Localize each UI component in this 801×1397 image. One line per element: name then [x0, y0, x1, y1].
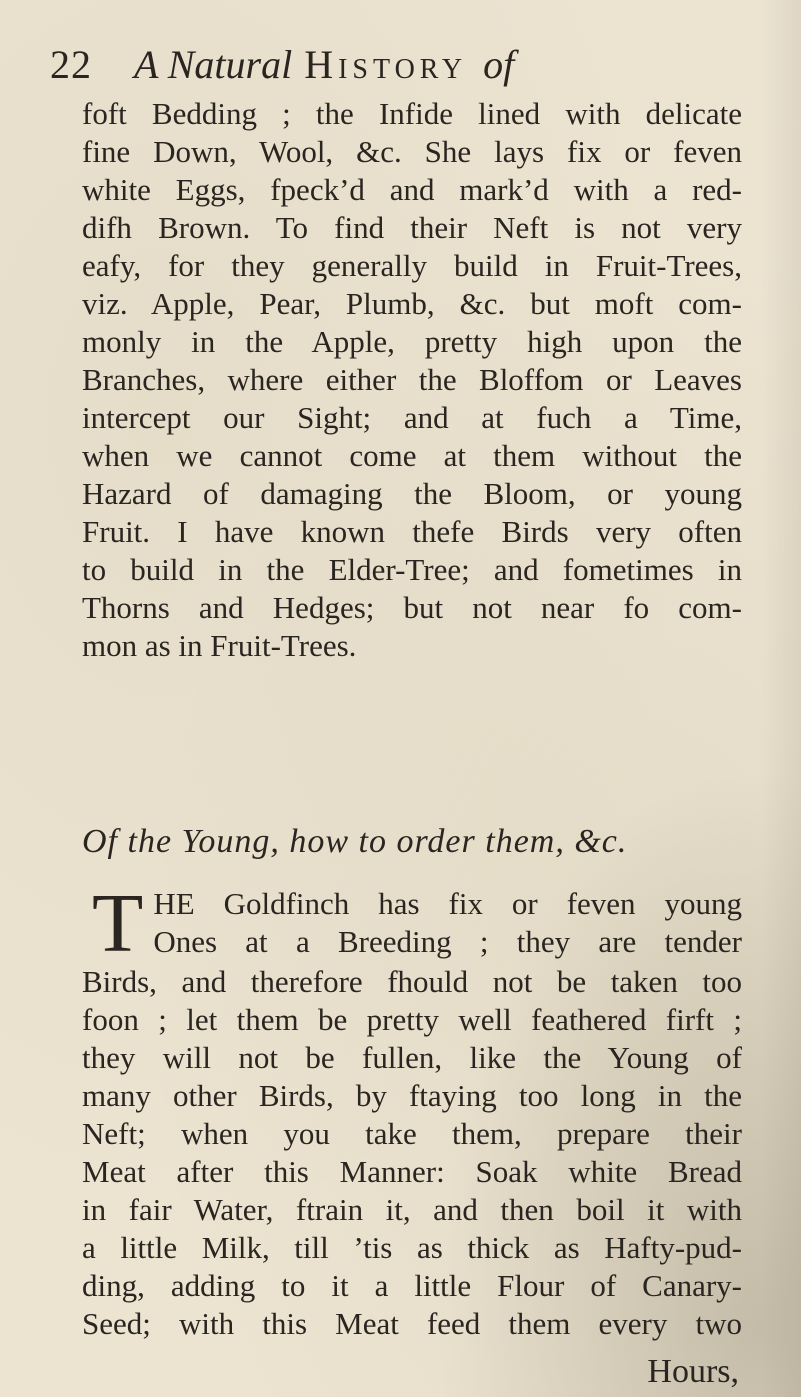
text-line: in fair Water, ftrain it, and then boil it with — [82, 1192, 742, 1227]
text-line: Fruit. I have known thefe Birds very often — [82, 514, 742, 549]
running-title-of: of — [483, 42, 515, 87]
text-line: mon as in Fruit-Trees. — [82, 628, 357, 663]
text-line: Seed; with this Meat feed them every two — [82, 1306, 742, 1341]
text-line: monly in the Apple, pretty high upon the — [82, 324, 742, 359]
text-line: viz. Apple, Pear, Plumb, &c. but moft com- — [82, 286, 742, 321]
running-title-a-natural: A Natural — [134, 42, 293, 87]
text-line: Birds, and therefore fhould not be taken too — [82, 964, 742, 999]
text-line: Branches, where either the Bloffom or Leaves — [82, 362, 742, 397]
catchword: Hours, — [647, 1353, 739, 1390]
text-line: HE Goldfinch has fix or feven young — [153, 886, 742, 921]
section-heading: Of the Young, how to order them, &c. — [82, 823, 628, 860]
page-edge-shadow — [761, 0, 801, 1397]
text-line: white Eggs, fpeck’d and mark’d with a red- — [82, 172, 742, 207]
text-line: eafy, for they generally build in Fruit-Trees, — [82, 248, 742, 283]
text-line: to build in the Elder-Tree; and fometimes in — [82, 552, 742, 587]
running-head — [50, 40, 750, 90]
text-line: Neft; when you take them, prepare their — [82, 1116, 742, 1151]
paragraph-nesting — [82, 95, 742, 665]
text-line: they will not be fullen, like the Young of — [82, 1040, 742, 1075]
page-number: 22 — [50, 42, 92, 87]
text-line: Ones at a Breeding ; they are tender — [153, 924, 742, 959]
paragraph-young — [82, 877, 742, 1343]
text-line: Meat after this Manner: Soak white Bread — [82, 1154, 742, 1189]
text-line: when we cannot come at them without the — [82, 438, 742, 473]
text-line: Thorns and Hedges; but not near fo com- — [82, 590, 742, 625]
text-line: ding, adding to it a little Flour of Canary- — [82, 1268, 742, 1303]
text-line: a little Milk, till ’tis as thick as Hafty-pud- — [82, 1230, 742, 1265]
text-line: fine Down, Wool, &c. She lays fix or feven — [82, 134, 742, 169]
text-line: difh Brown. To find their Neft is not very — [82, 210, 742, 245]
drop-cap: T — [92, 877, 144, 970]
text-line: intercept our Sight; and at fuch a Time, — [82, 400, 742, 435]
text-line: foft Bedding ; the Infide lined with delicate — [82, 96, 742, 131]
running-title-history: History — [304, 42, 468, 87]
text-line: foon ; let them be pretty well feathered firft ; — [82, 1002, 742, 1037]
text-line: Hazard of damaging the Bloom, or young — [82, 476, 742, 511]
text-line: many other Birds, by ftaying too long in the — [82, 1078, 742, 1113]
